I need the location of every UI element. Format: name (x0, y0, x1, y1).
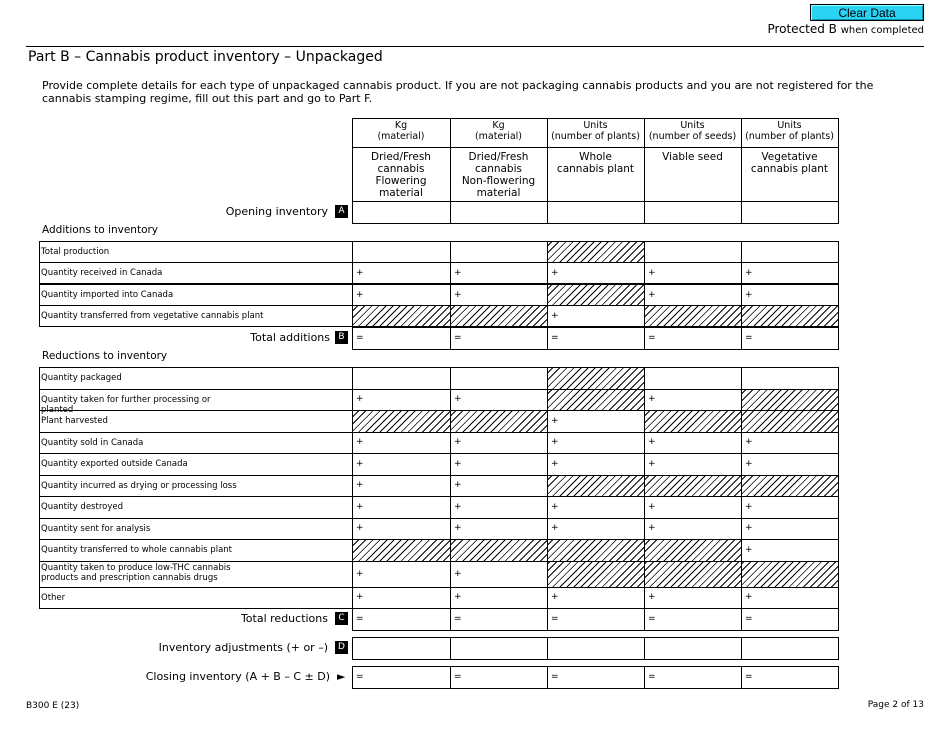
column-description: Vegetative cannabis plant (750, 151, 829, 175)
additions-row-col-4[interactable] (644, 262, 742, 284)
closing-inventory-col-3[interactable] (547, 666, 645, 689)
reductions-row-col-5 (741, 389, 839, 412)
plus-sign: + (551, 523, 559, 534)
plus-sign: + (356, 568, 364, 579)
plus-sign: + (551, 267, 559, 278)
protected-small: when completed (840, 25, 924, 36)
additions-row-col-1[interactable] (352, 262, 451, 284)
closing-inventory-col-2[interactable] (450, 666, 548, 689)
additions-row-col-3 (547, 284, 645, 306)
reductions-row-col-3[interactable] (547, 410, 645, 433)
reductions-row-label: Quantity sent for analysis (41, 523, 151, 534)
opening-inventory-col-4[interactable] (644, 201, 742, 224)
plus-sign: + (454, 592, 462, 603)
total-additions-col-5[interactable] (741, 327, 839, 350)
line-letter-a: A (335, 205, 348, 218)
inventory-adjustments-col-4[interactable] (644, 637, 742, 660)
plus-sign: + (454, 501, 462, 512)
total-reductions-col-5[interactable] (741, 608, 839, 631)
reductions-row-label: Quantity incurred as drying or processing loss (41, 480, 237, 491)
total-reductions-col-2[interactable] (450, 608, 548, 631)
plus-sign: + (745, 437, 753, 448)
plus-sign: + (356, 501, 364, 512)
reductions-row-col-2 (450, 539, 548, 562)
reductions-row-col-4[interactable] (644, 389, 742, 412)
equals-sign: = (551, 672, 559, 682)
plus-sign: + (648, 289, 656, 300)
column-description: Dried/Fresh cannabis Flowering material (371, 151, 431, 199)
reductions-row-label: Quantity packaged (41, 373, 122, 383)
plus-sign: + (648, 523, 656, 534)
plus-sign: + (551, 458, 559, 469)
plus-sign: + (551, 592, 559, 603)
reductions-row-col-3[interactable] (547, 587, 645, 610)
line-letter-b: B (335, 331, 348, 344)
plus-sign: + (745, 592, 753, 603)
opening-inventory-col-3[interactable] (547, 201, 645, 224)
clear-data-button[interactable]: Clear Data (810, 4, 924, 21)
reductions-row-col-2[interactable] (450, 496, 548, 519)
additions-row-col-3 (547, 241, 645, 263)
reductions-row-col-5 (741, 475, 839, 498)
total-additions-col-2[interactable] (450, 327, 548, 350)
additions-row-col-5 (741, 305, 839, 327)
reductions-row-col-1[interactable] (352, 453, 451, 476)
reductions-row-col-4[interactable] (644, 496, 742, 519)
plus-sign: + (356, 289, 364, 300)
closing-inventory-label: Closing inventory (A + B – C ± D) (145, 670, 330, 683)
reductions-row-col-1 (352, 410, 451, 433)
additions-row-label: Quantity received in Canada (41, 268, 163, 278)
reductions-row-col-2[interactable] (450, 587, 548, 610)
inventory-adjustments-col-2[interactable] (450, 637, 548, 660)
reductions-row-col-5 (741, 410, 839, 433)
reductions-row-col-1[interactable] (352, 475, 451, 498)
column-unit-label: Units (number of plants) (745, 120, 834, 142)
reductions-row-col-5 (741, 561, 839, 588)
reductions-row-col-5[interactable] (741, 518, 839, 541)
reductions-row-col-5[interactable] (741, 496, 839, 519)
plus-sign: + (551, 437, 559, 448)
plus-sign: + (454, 568, 462, 579)
plus-sign: + (454, 458, 462, 469)
reductions-row-label: Quantity sold in Canada (41, 437, 144, 448)
total-additions-col-3[interactable] (547, 327, 645, 350)
arrow-right-icon: ► (337, 670, 346, 683)
plus-sign: + (551, 501, 559, 512)
reductions-row-col-5[interactable] (741, 587, 839, 610)
reductions-row-col-2[interactable] (450, 389, 548, 412)
plus-sign: + (745, 289, 753, 300)
total-reductions-col-3[interactable] (547, 608, 645, 631)
opening-inventory-col-5[interactable] (741, 201, 839, 224)
reductions-row-label: Quantity taken to produce low-THC cannabis products and prescription cannabis drugs (41, 562, 231, 583)
additions-row-col-2[interactable] (450, 284, 548, 306)
equals-sign: = (745, 672, 753, 682)
plus-sign: + (454, 480, 462, 491)
reductions-row-label: Plant harvested (41, 416, 108, 426)
reductions-row-col-3[interactable] (547, 432, 645, 455)
reductions-row-col-3[interactable] (547, 453, 645, 476)
equals-sign: = (551, 614, 559, 624)
total-reductions-col-1[interactable] (352, 608, 451, 631)
reductions-row-col-2 (450, 410, 548, 433)
reductions-row-col-4 (644, 475, 742, 498)
plus-sign: + (648, 592, 656, 603)
additions-row-col-5[interactable] (741, 241, 839, 263)
inventory-adjustments-col-1[interactable] (352, 637, 451, 660)
plus-sign: + (745, 458, 753, 469)
reductions-row-col-3[interactable] (547, 518, 645, 541)
reductions-heading: Reductions to inventory (42, 350, 168, 362)
reductions-row-col-3 (547, 389, 645, 412)
plus-sign: + (648, 394, 656, 405)
additions-row-col-2[interactable] (450, 241, 548, 263)
reductions-row-col-5[interactable] (741, 367, 839, 390)
plus-sign: + (648, 501, 656, 512)
equals-sign: = (551, 333, 559, 343)
column-unit-label: Kg (material) (377, 120, 425, 142)
plus-sign: + (356, 458, 364, 469)
reductions-row-label: Other (41, 592, 66, 603)
additions-row-col-5[interactable] (741, 262, 839, 284)
additions-row-label: Quantity imported into Canada (41, 290, 174, 300)
reductions-row-label: Quantity transferred to whole cannabis plant (41, 545, 232, 555)
column-unit-label: Units (number of plants) (551, 120, 640, 142)
column-description: Whole cannabis plant (556, 151, 635, 175)
line-letter-d: D (335, 641, 348, 654)
plus-sign: + (745, 501, 753, 512)
additions-row-col-2 (450, 305, 548, 327)
inventory-adjustments-col-3[interactable] (547, 637, 645, 660)
equals-sign: = (356, 333, 364, 343)
equals-sign: = (745, 333, 753, 343)
additions-row-col-3[interactable] (547, 305, 645, 327)
reductions-row-col-2[interactable] (450, 561, 548, 588)
plus-sign: + (356, 523, 364, 534)
reductions-row-col-2[interactable] (450, 518, 548, 541)
equals-sign: = (356, 614, 364, 624)
additions-row-col-5[interactable] (741, 284, 839, 306)
plus-sign: + (356, 437, 364, 448)
opening-inventory-col-1[interactable] (352, 201, 451, 224)
additions-heading: Additions to inventory (42, 224, 159, 236)
page-number: Page 2 of 13 (867, 700, 924, 710)
additions-row-label: Total production (41, 247, 110, 257)
additions-row-col-1[interactable] (352, 241, 451, 263)
line-letter-c: C (335, 612, 348, 625)
equals-sign: = (454, 614, 462, 624)
plus-sign: + (454, 394, 462, 405)
column-unit-label: Kg (material) (474, 120, 523, 142)
reductions-row-col-1[interactable] (352, 389, 451, 412)
opening-inventory-label: Opening inventory (225, 205, 328, 218)
closing-inventory-col-4[interactable] (644, 666, 742, 689)
reductions-row-col-4[interactable] (644, 432, 742, 455)
total-reductions-col-4[interactable] (644, 608, 742, 631)
reductions-row-col-2[interactable] (450, 432, 548, 455)
total-additions-col-1[interactable] (352, 327, 451, 350)
reductions-row-col-1 (352, 539, 451, 562)
intro-text: Provide complete details for each type of unpackaged cannabis product. If you are not packaging cannabis products and you are not registered for the cannabis stamping regime, fill out this part and go to Part F. (42, 79, 874, 105)
total-additions-col-4[interactable] (644, 327, 742, 350)
reductions-row-col-4[interactable] (644, 587, 742, 610)
reductions-row-col-4[interactable] (644, 367, 742, 390)
inventory-adjustments-label: Inventory adjustments (+ or –) (158, 641, 328, 654)
reductions-row-col-4[interactable] (644, 453, 742, 476)
plus-sign: + (356, 394, 364, 405)
column-description: Viable seed (662, 151, 723, 163)
reductions-row-col-1[interactable] (352, 518, 451, 541)
opening-inventory-col-2[interactable] (450, 201, 548, 224)
plus-sign: + (356, 267, 364, 278)
plus-sign: + (551, 415, 559, 426)
reductions-row-col-3 (547, 539, 645, 562)
reductions-row-col-2[interactable] (450, 475, 548, 498)
protected-status (767, 22, 924, 36)
plus-sign: + (551, 310, 559, 321)
protected-main: Protected B (767, 22, 837, 36)
equals-sign: = (648, 333, 656, 343)
reductions-row-col-5[interactable] (741, 453, 839, 476)
reductions-row-label: Quantity destroyed (41, 502, 123, 512)
total-reductions-label: Total reductions (240, 612, 328, 625)
form-id: B300 E (23) (26, 701, 80, 711)
plus-sign: + (745, 523, 753, 534)
reductions-row-label: Quantity taken for further processing or planted (41, 394, 211, 415)
reductions-row-col-3 (547, 475, 645, 498)
reductions-row-col-2[interactable] (450, 453, 548, 476)
part-title: Part B – Cannabis product inventory – Unpackaged (28, 49, 383, 65)
additions-row-col-4 (644, 305, 742, 327)
additions-row-col-2[interactable] (450, 262, 548, 284)
reductions-row-col-2[interactable] (450, 367, 548, 390)
plus-sign: + (648, 458, 656, 469)
reductions-row-col-3 (547, 561, 645, 588)
reductions-row-col-4 (644, 539, 742, 562)
equals-sign: = (454, 333, 462, 343)
plus-sign: + (356, 592, 364, 603)
additions-row-col-1[interactable] (352, 284, 451, 306)
additions-row-col-3[interactable] (547, 262, 645, 284)
reductions-row-col-1[interactable] (352, 496, 451, 519)
additions-row-col-4[interactable] (644, 241, 742, 263)
equals-sign: = (745, 614, 753, 624)
reductions-row-label: Quantity exported outside Canada (41, 459, 188, 469)
plus-sign: + (454, 267, 462, 278)
reductions-row-col-4 (644, 561, 742, 588)
reductions-row-col-1[interactable] (352, 561, 451, 588)
plus-sign: + (648, 437, 656, 448)
closing-inventory-col-5[interactable] (741, 666, 839, 689)
plus-sign: + (356, 480, 364, 491)
total-additions-label: Total additions (250, 331, 330, 344)
plus-sign: + (454, 437, 462, 448)
reductions-row-col-1[interactable] (352, 587, 451, 610)
reductions-row-col-4[interactable] (644, 518, 742, 541)
plus-sign: + (648, 267, 656, 278)
reductions-row-col-3 (547, 367, 645, 390)
inventory-adjustments-col-5[interactable] (741, 637, 839, 660)
column-description: Dried/Fresh cannabis Non-flowering material (461, 151, 536, 199)
reductions-row-col-3[interactable] (547, 496, 645, 519)
header-rule (26, 46, 924, 47)
closing-inventory-col-1[interactable] (352, 666, 451, 689)
additions-row-col-1 (352, 305, 451, 327)
equals-sign: = (648, 614, 656, 624)
reductions-row-col-5[interactable] (741, 432, 839, 455)
additions-row-label: Quantity transferred from vegetative cannabis plant (41, 311, 264, 321)
equals-sign: = (356, 672, 364, 682)
plus-sign: + (454, 289, 462, 300)
reductions-row-col-1[interactable] (352, 367, 451, 390)
reductions-row-col-5[interactable] (741, 539, 839, 562)
column-unit-label: Units (number of seeds) (648, 120, 737, 142)
reductions-row-col-4 (644, 410, 742, 433)
additions-row-col-4[interactable] (644, 284, 742, 306)
plus-sign: + (745, 267, 753, 278)
reductions-row-col-1[interactable] (352, 432, 451, 455)
plus-sign: + (745, 544, 753, 555)
equals-sign: = (454, 672, 462, 682)
plus-sign: + (454, 523, 462, 534)
equals-sign: = (648, 672, 656, 682)
